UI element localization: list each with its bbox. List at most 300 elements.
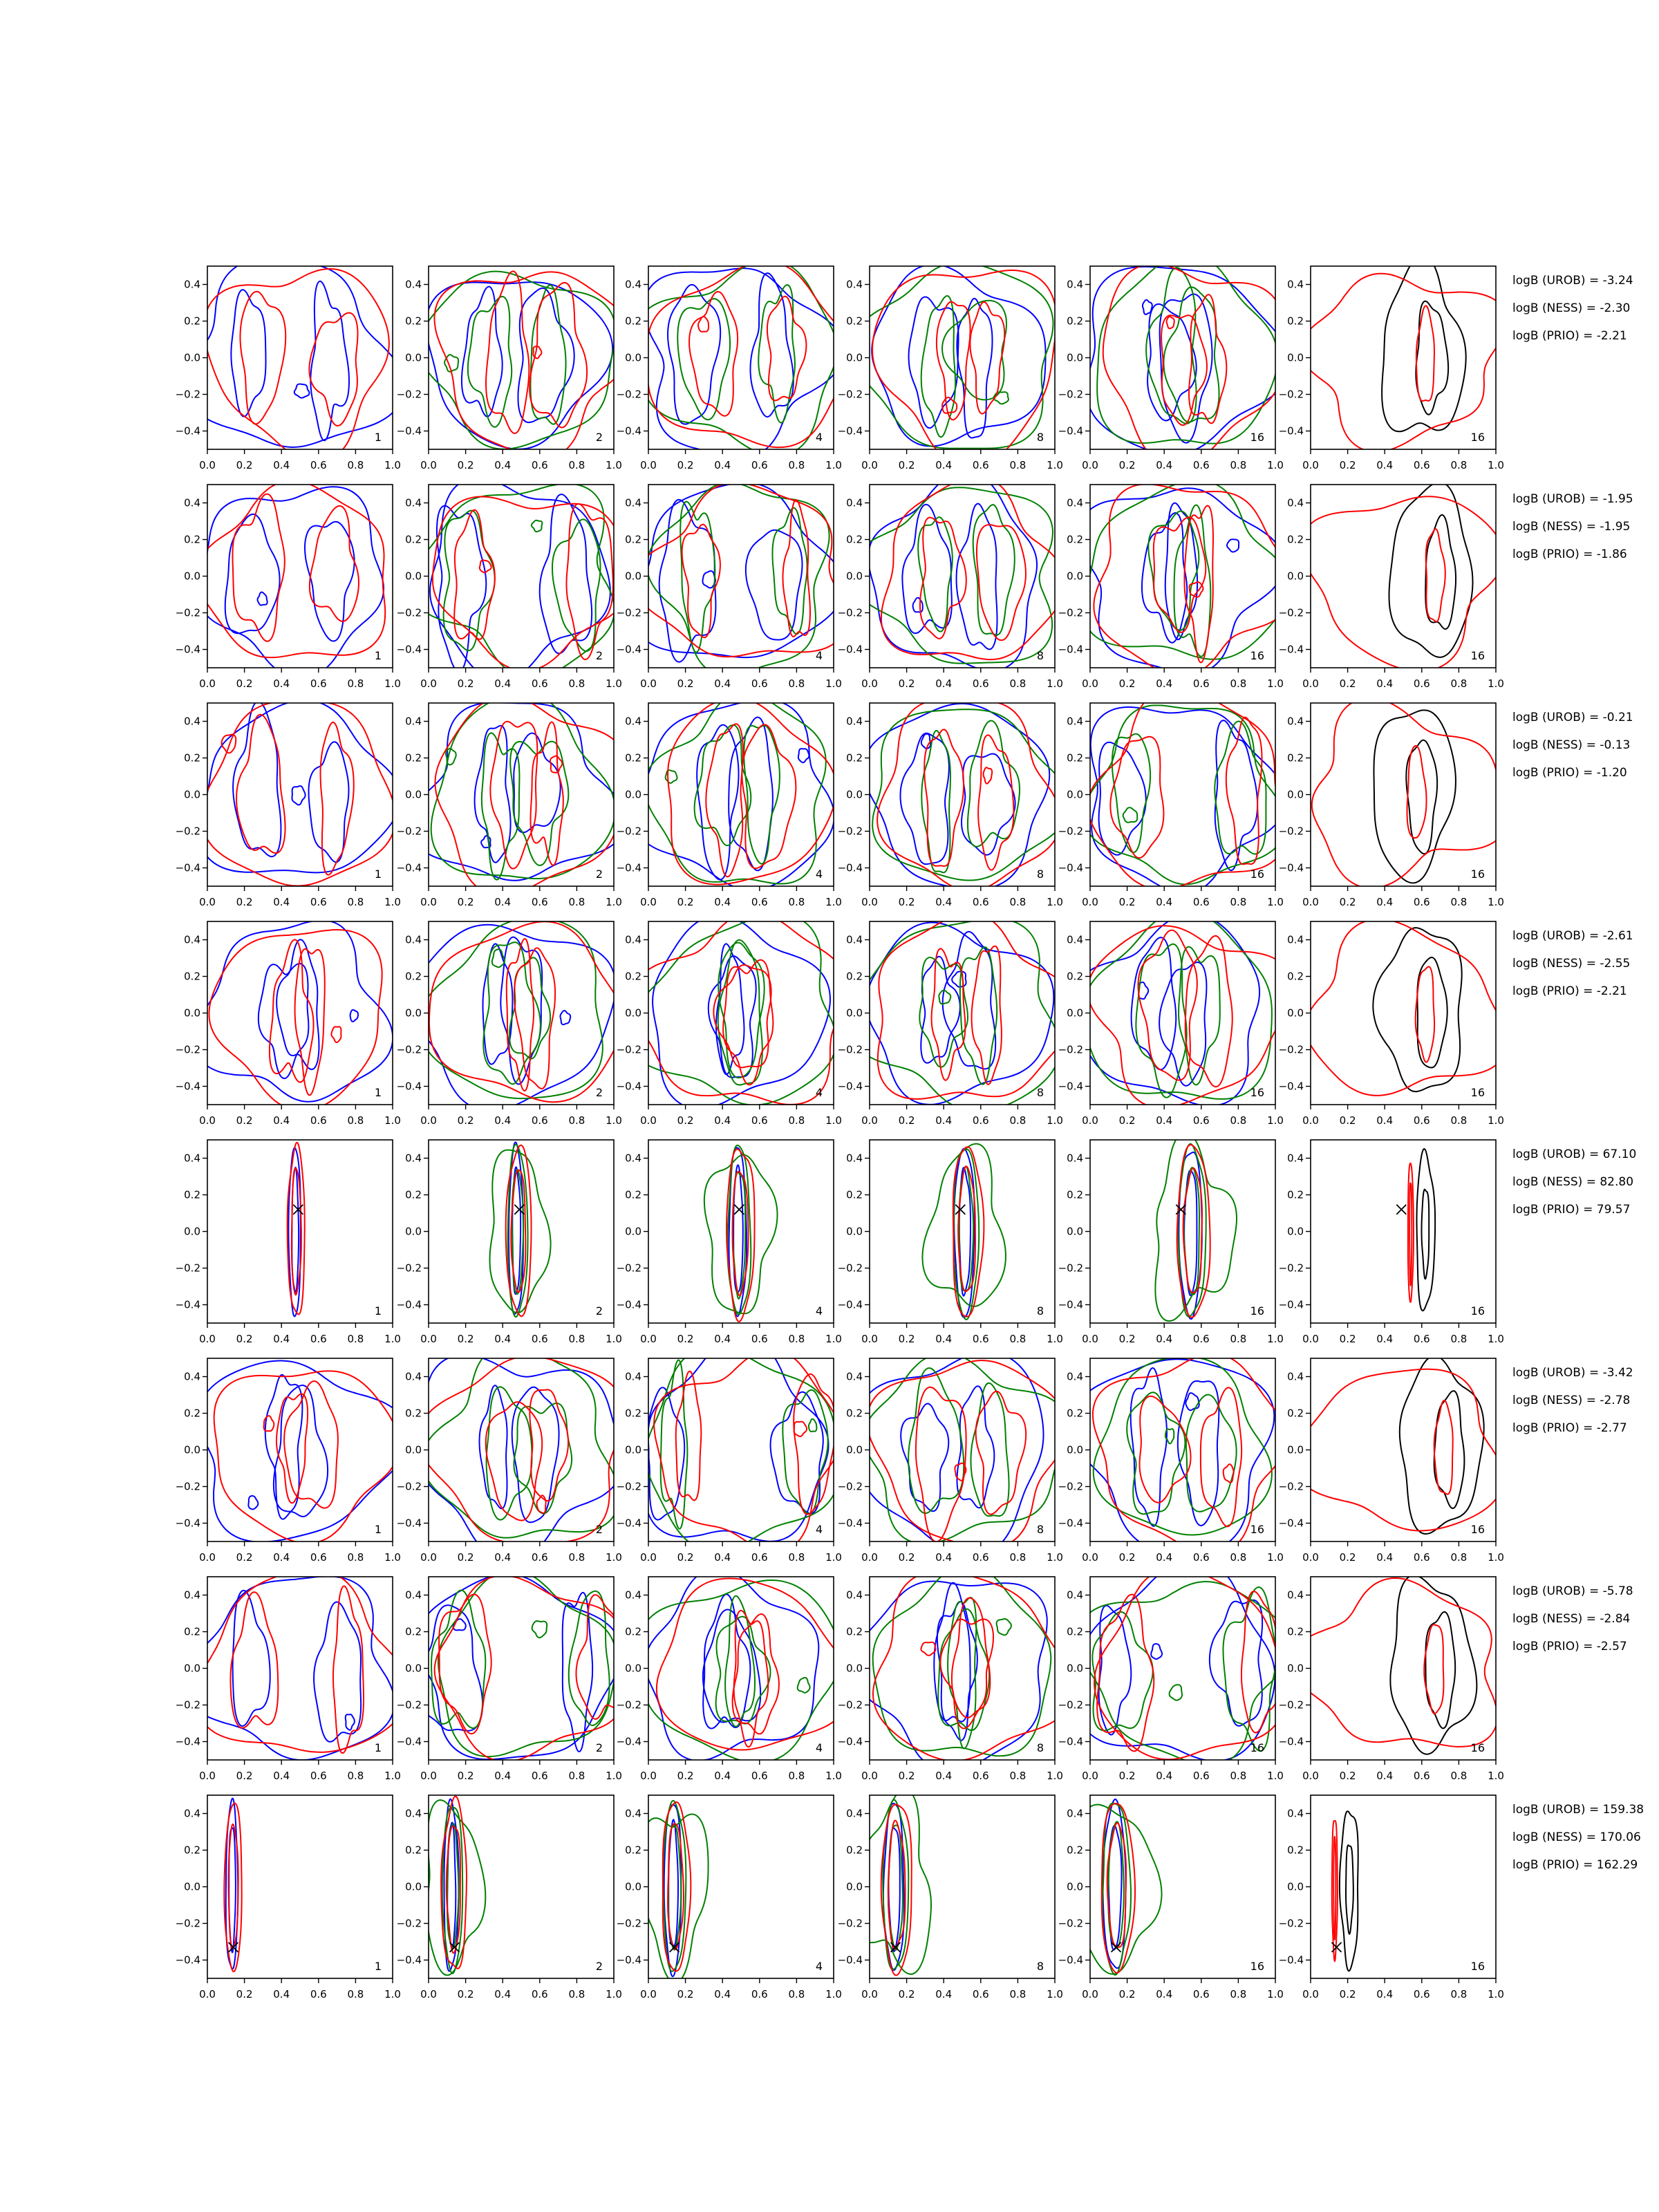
x-tick-label: 0.8 [347,1770,364,1782]
panel-level-label: 2 [595,649,603,662]
x-tick-label: 0.0 [420,1988,437,2000]
urob-contour [697,725,738,880]
y-tick-label: 0.2 [184,751,200,765]
prio-contour [1110,737,1163,859]
y-tick-label: −0.4 [1278,861,1304,874]
x-tick-label: 0.4 [494,1551,512,1564]
x-tick-label: 0.8 [1009,1333,1027,1345]
panel-level-label: 2 [595,431,603,444]
y-tick-label: −0.2 [616,1480,641,1493]
ness-contour [973,505,1015,635]
x-tick-label: 0.0 [640,1114,657,1127]
x-tick-label: 0.0 [1302,459,1319,471]
y-tick-label: −0.2 [616,388,641,401]
logb-annotation: logB (UROB) = -0.21 [1512,711,1633,724]
x-tick-label: 0.2 [457,677,474,690]
panel-level-label: 16 [1470,1741,1485,1754]
x-tick-label: 0.8 [568,1114,585,1127]
x-tick-label: 0.8 [1230,1114,1247,1127]
x-tick-label: 0.0 [861,896,878,908]
x-tick-label: 0.6 [1413,677,1430,690]
prio-contour [794,1422,807,1436]
y-tick-label: 0.2 [184,533,200,546]
x-tick-label: 1.0 [825,1988,842,2000]
y-tick-label: 0.2 [625,1844,641,1857]
y-tick-label: 0.2 [1287,1188,1304,1201]
x-tick-label: 0.4 [714,1551,731,1564]
axes-frame [1311,1358,1496,1541]
panel-level-label: 8 [1036,1304,1044,1318]
x-tick-label: 0.2 [457,1114,474,1127]
y-tick-label: −0.4 [1058,1298,1083,1311]
y-tick-label: 0.4 [1067,715,1083,728]
y-tick-label: −0.4 [1058,643,1083,656]
y-tick-label: 0.0 [1067,351,1083,364]
x-tick-label: 0.2 [898,1551,915,1564]
urob-contour [852,1581,1047,1771]
panel-level-label: 1 [374,1086,382,1099]
x-tick-label: 0.8 [568,896,585,908]
prio-contour [214,1371,400,1543]
urob-contour [185,259,404,447]
urob-contour [346,1714,355,1730]
y-tick-label: 0.4 [184,1370,200,1383]
x-tick-label: 0.8 [788,896,805,908]
contour-lines [197,480,386,679]
y-tick-label: 0.4 [1287,278,1304,291]
x-tick-label: 0.2 [898,1114,915,1127]
panel-r2-c3 [617,482,847,690]
panel-r6-c2 [397,1344,625,1564]
x-tick-label: 0.0 [1302,1988,1319,2000]
urob-contour [901,733,949,864]
y-tick-label: 0.0 [846,1225,863,1238]
logb-annotation: logB (UROB) = 159.38 [1512,1803,1644,1817]
axes-frame [870,1140,1055,1323]
urob-contour [198,487,384,679]
x-tick-label: 0.0 [1082,677,1098,690]
x-tick-label: 0.6 [1413,1333,1430,1345]
y-tick-label: −0.2 [616,1698,641,1712]
x-tick-label: 0.0 [1302,1770,1319,1782]
prio-contour [514,948,555,1089]
y-tick-label: −0.2 [616,1043,641,1056]
y-tick-label: 0.2 [625,315,641,328]
urob-contour [480,1385,507,1508]
y-tick-label: 0.4 [1067,1152,1083,1165]
prio-contour [454,510,495,639]
y-tick-label: 0.0 [405,788,422,801]
panel-level-label: 2 [595,1086,603,1099]
x-tick-label: 0.0 [861,1114,878,1127]
y-tick-label: 0.0 [1287,1662,1304,1675]
y-tick-label: −0.2 [837,1262,863,1275]
x-tick-label: 0.4 [1156,1551,1173,1564]
logb-annotation: logB (NESS) = -2.55 [1512,957,1631,971]
logb-annotation: logB (UROB) = -3.42 [1512,1366,1633,1380]
y-tick-label: −0.2 [175,1698,200,1712]
logb-annotation: logB (NESS) = -1.95 [1512,520,1631,534]
urob-contour [1099,742,1146,855]
panel-level-label: 8 [1036,1960,1044,1973]
y-tick-label: −0.2 [1058,1262,1083,1275]
x-tick-label: 0.8 [568,677,585,690]
y-tick-label: 0.2 [846,533,863,546]
x-tick-label: 0.6 [972,1770,989,1782]
y-tick-label: 0.2 [1067,970,1083,983]
x-tick-label: 0.6 [972,1988,989,2000]
y-tick-label: 0.2 [1067,533,1083,546]
y-tick-label: −0.2 [396,606,422,619]
contour-lines [640,1801,708,1983]
y-tick-label: −0.4 [396,1517,422,1530]
y-tick-label: 0.0 [625,570,641,583]
panel-level-label: 16 [1470,1523,1485,1536]
y-tick-label: 0.0 [846,570,863,583]
panel-r2-c6 [1279,482,1504,690]
axes-frame [1311,266,1496,449]
x-tick-label: 0.2 [457,896,474,908]
y-tick-label: −0.2 [837,1698,863,1712]
logb-annotation: logB (UROB) = -3.24 [1512,274,1633,288]
x-tick-label: 1.0 [1267,1988,1284,2000]
x-tick-label: 0.8 [1009,1551,1027,1564]
x-tick-label: 0.6 [1413,459,1430,471]
y-tick-label: 0.0 [1287,1225,1304,1238]
y-tick-label: −0.4 [1058,1735,1083,1748]
y-tick-label: −0.4 [1058,424,1083,438]
contour-lines [183,1569,409,1760]
y-tick-label: −0.2 [1278,388,1304,401]
x-tick-label: 0.2 [236,1114,253,1127]
contour-lines [633,482,847,676]
x-tick-label: 0.2 [898,1988,915,2000]
axes-frame [1311,1577,1496,1760]
y-tick-label: −0.2 [396,1917,422,1930]
y-tick-label: −0.2 [396,1262,422,1275]
panel-r6-c5 [1058,1354,1287,1564]
axes-frame [648,1140,834,1323]
y-tick-label: 0.4 [1067,1588,1083,1602]
panel-r3-c1 [176,700,401,908]
y-tick-label: −0.4 [1278,1953,1304,1967]
panel-r5-c1 [176,1140,401,1345]
y-tick-label: 0.4 [625,496,641,509]
x-tick-label: 0.6 [531,459,548,471]
contour-lines [637,1568,852,1763]
y-tick-label: −0.2 [1058,1480,1083,1493]
x-tick-label: 0.4 [494,1770,512,1782]
y-tick-label: 0.4 [1067,933,1083,946]
y-tick-label: 0.4 [625,278,641,291]
y-tick-label: 0.4 [184,1588,200,1602]
y-tick-label: 0.2 [184,970,200,983]
x-tick-label: 0.6 [310,677,327,690]
ness-contour [852,262,1053,448]
x-tick-label: 1.0 [384,896,401,908]
y-tick-label: 0.0 [625,788,641,801]
x-tick-label: 0.0 [861,1770,878,1782]
x-tick-label: 0.8 [568,1333,585,1345]
y-tick-label: −0.2 [1278,1480,1304,1493]
y-tick-label: 0.0 [625,1006,641,1020]
x-tick-label: 0.4 [273,1333,290,1345]
y-tick-label: 0.2 [1287,1407,1304,1420]
y-tick-label: −0.4 [396,1298,422,1311]
x-tick-label: 0.8 [1230,896,1247,908]
y-tick-label: 0.2 [184,1188,200,1201]
urob-contour [294,384,310,398]
x-tick-label: 0.8 [1450,896,1468,908]
y-tick-label: 0.4 [846,1807,863,1820]
y-tick-label: −0.4 [1058,1517,1083,1530]
y-tick-label: 0.0 [1067,788,1083,801]
y-tick-label: 0.4 [405,1807,422,1820]
ness-contour [798,1678,810,1693]
x-tick-label: 1.0 [606,459,622,471]
y-tick-label: −0.2 [837,1917,863,1930]
urob-contour [462,287,503,417]
y-tick-label: 0.4 [846,933,863,946]
x-tick-label: 1.0 [1267,896,1284,908]
y-tick-label: 0.0 [405,1880,422,1893]
x-tick-label: 0.0 [420,1114,437,1127]
x-tick-label: 0.8 [788,677,805,690]
x-tick-label: 0.4 [273,459,290,471]
contour-lines [427,1797,486,1976]
y-tick-label: 0.4 [184,933,200,946]
panel-level-label: 16 [1470,431,1485,444]
prio-contour [646,261,848,447]
x-tick-label: 0.6 [1413,1770,1430,1782]
x-tick-label: 0.2 [898,1333,915,1345]
y-tick-label: 0.2 [1287,970,1304,983]
x-tick-label: 0.4 [935,1770,953,1782]
ness-contour [1082,480,1289,659]
ness-contour [552,519,601,651]
prio-contour [533,346,541,358]
contour-lines [417,1570,626,1761]
ness-contour [1094,1357,1272,1535]
x-tick-label: 0.6 [1192,1551,1210,1564]
prio-contour [295,949,325,1096]
x-tick-label: 0.8 [1009,1770,1027,1782]
urob-contour [411,925,615,1111]
panel-r5-c3 [617,1140,842,1345]
x-tick-label: 0.0 [1082,1551,1098,1564]
y-tick-label: 0.4 [625,933,641,946]
x-tick-label: 1.0 [1047,1114,1063,1127]
x-tick-label: 1.0 [606,1988,622,2000]
x-tick-label: 0.8 [1450,1988,1468,2000]
x-tick-label: 0.4 [935,896,953,908]
x-tick-label: 0.8 [1009,677,1027,690]
y-tick-label: −0.2 [1058,825,1083,838]
x-tick-label: 0.4 [494,459,512,471]
y-tick-label: −0.4 [396,861,422,874]
x-tick-label: 0.6 [972,1551,989,1564]
y-tick-label: −0.4 [1278,643,1304,656]
contour-lines [646,1336,841,1551]
ness-contour [782,1390,827,1514]
logb-annotation: logB (UROB) = -5.78 [1512,1584,1633,1598]
panel-r8-c2 [397,1795,622,2000]
contour-lines [1300,255,1506,451]
panel-r2-c4 [838,471,1065,690]
x-tick-label: 0.8 [788,1114,805,1127]
contour-lines [854,1352,1067,1557]
y-tick-label: −0.2 [175,825,200,838]
true-parameter-marker [1396,1205,1406,1215]
contour-lines [1300,482,1503,672]
x-tick-label: 0.2 [457,1770,474,1782]
x-tick-label: 0.8 [568,1551,585,1564]
y-tick-label: 0.4 [184,1807,200,1820]
x-tick-label: 0.2 [1118,459,1136,471]
prio-contour [877,700,1060,891]
y-tick-label: 0.4 [846,496,863,509]
urob-contour [248,1496,258,1509]
x-tick-label: 0.8 [347,677,364,690]
panel-level-label: 16 [1470,1086,1485,1099]
y-tick-label: 0.4 [1287,1588,1304,1602]
y-tick-label: 0.4 [625,1588,641,1602]
x-tick-label: 0.6 [1413,1988,1430,2000]
y-tick-label: 0.2 [625,533,641,546]
x-tick-label: 0.0 [420,1770,437,1782]
x-tick-label: 0.2 [457,1333,474,1345]
x-tick-label: 0.4 [273,896,290,908]
panel-r7-c5 [1058,1559,1290,1782]
axes-frame [870,485,1055,668]
logb-annotation: logB (NESS) = -2.78 [1512,1394,1631,1407]
y-tick-label: 0.2 [1067,1407,1083,1420]
x-tick-label: 0.4 [714,1333,731,1345]
y-tick-label: 0.2 [1287,751,1304,765]
y-tick-label: 0.4 [625,1370,641,1383]
ness-contour [997,1619,1011,1635]
x-tick-label: 1.0 [606,1551,622,1564]
x-tick-label: 1.0 [1488,896,1504,908]
y-tick-label: −0.4 [1278,1298,1304,1311]
logb-annotation: logB (PRIO) = -1.86 [1512,547,1627,561]
panel-level-label: 8 [1036,1086,1044,1099]
y-tick-label: 0.0 [846,1006,863,1020]
prio-contour [920,517,966,638]
prio-contour [977,525,1026,640]
reference-contour [1382,255,1466,431]
contour-lines [185,259,404,462]
y-tick-label: 0.0 [184,570,200,583]
logb-annotation: logB (NESS) = -2.84 [1512,1612,1631,1626]
x-tick-label: 0.4 [1156,1988,1173,2000]
x-tick-label: 0.6 [1413,1114,1430,1127]
y-tick-label: 0.0 [846,1880,863,1893]
x-tick-label: 0.6 [1192,1333,1210,1345]
x-tick-label: 0.6 [972,1114,989,1127]
y-tick-label: 0.0 [1067,1880,1083,1893]
y-tick-label: −0.2 [1278,606,1304,619]
prio-contour [1312,698,1507,888]
x-tick-label: 0.8 [1450,1114,1468,1127]
x-tick-label: 0.6 [531,1551,548,1564]
x-tick-label: 0.0 [861,1551,878,1564]
x-tick-label: 0.2 [457,459,474,471]
x-tick-label: 1.0 [825,1114,842,1127]
y-tick-label: 0.0 [405,1006,422,1020]
x-tick-label: 1.0 [384,1551,401,1564]
axes-frame [1311,921,1496,1105]
prio-contour [1290,1578,1497,1747]
contour-lines [410,693,628,895]
x-tick-label: 0.4 [1376,1988,1394,2000]
axes-frame [648,485,834,668]
panel-r7-c1 [176,1569,409,1782]
x-tick-label: 1.0 [1488,459,1504,471]
y-tick-label: −0.2 [1058,1043,1083,1056]
y-tick-label: −0.2 [396,388,422,401]
contour-lines [626,912,847,1109]
x-tick-label: 0.2 [1339,1114,1356,1127]
y-tick-label: 0.4 [846,278,863,291]
logb-annotation: logB (UROB) = 67.10 [1512,1147,1637,1161]
panel-level-label: 16 [1250,649,1264,662]
urob-contour [475,726,511,863]
y-tick-label: −0.4 [616,424,641,438]
panel-r5-c2 [397,1140,622,1345]
x-tick-label: 0.4 [935,1551,953,1564]
panel-level-label: 1 [374,868,382,881]
panel-r4-c5 [1058,910,1294,1127]
y-tick-label: 0.4 [1067,1807,1083,1820]
x-tick-label: 0.2 [1339,459,1356,471]
x-tick-label: 0.4 [1376,1114,1394,1127]
x-tick-label: 0.4 [494,677,512,690]
x-tick-label: 0.4 [935,459,953,471]
x-tick-label: 0.2 [898,459,915,471]
y-tick-label: 0.4 [405,278,422,291]
prio-contour [1201,1387,1241,1526]
x-tick-label: 0.2 [236,459,253,471]
x-tick-label: 0.4 [1376,459,1394,471]
x-tick-label: 0.0 [861,1333,878,1345]
x-tick-label: 0.4 [494,896,512,908]
x-tick-label: 0.6 [310,459,327,471]
y-tick-label: 0.4 [625,1807,641,1820]
logb-annotation: logB (PRIO) = 79.57 [1512,1203,1631,1217]
axes-frame [207,1577,393,1760]
y-tick-label: −0.2 [396,1698,422,1712]
contour-lines [411,918,622,1111]
y-tick-label: −0.4 [616,1953,641,1967]
x-tick-label: 1.0 [825,1333,842,1345]
y-tick-label: 0.2 [405,970,422,983]
contour-lines [1075,1559,1289,1765]
logb-annotation: logB (PRIO) = -1.20 [1512,766,1627,780]
prio-contour [310,506,359,621]
y-tick-label: −0.4 [396,1080,422,1093]
x-tick-label: 0.6 [310,1770,327,1782]
y-tick-label: 0.2 [405,1844,422,1857]
contour-lines [199,700,401,886]
panel-r8-c3 [617,1795,842,2000]
prio-contour [236,715,285,854]
x-tick-label: 1.0 [825,459,842,471]
x-tick-label: 1.0 [384,1988,401,2000]
x-tick-label: 0.2 [1339,1770,1356,1782]
x-tick-label: 1.0 [1267,1333,1284,1345]
x-tick-label: 0.8 [1450,1551,1468,1564]
